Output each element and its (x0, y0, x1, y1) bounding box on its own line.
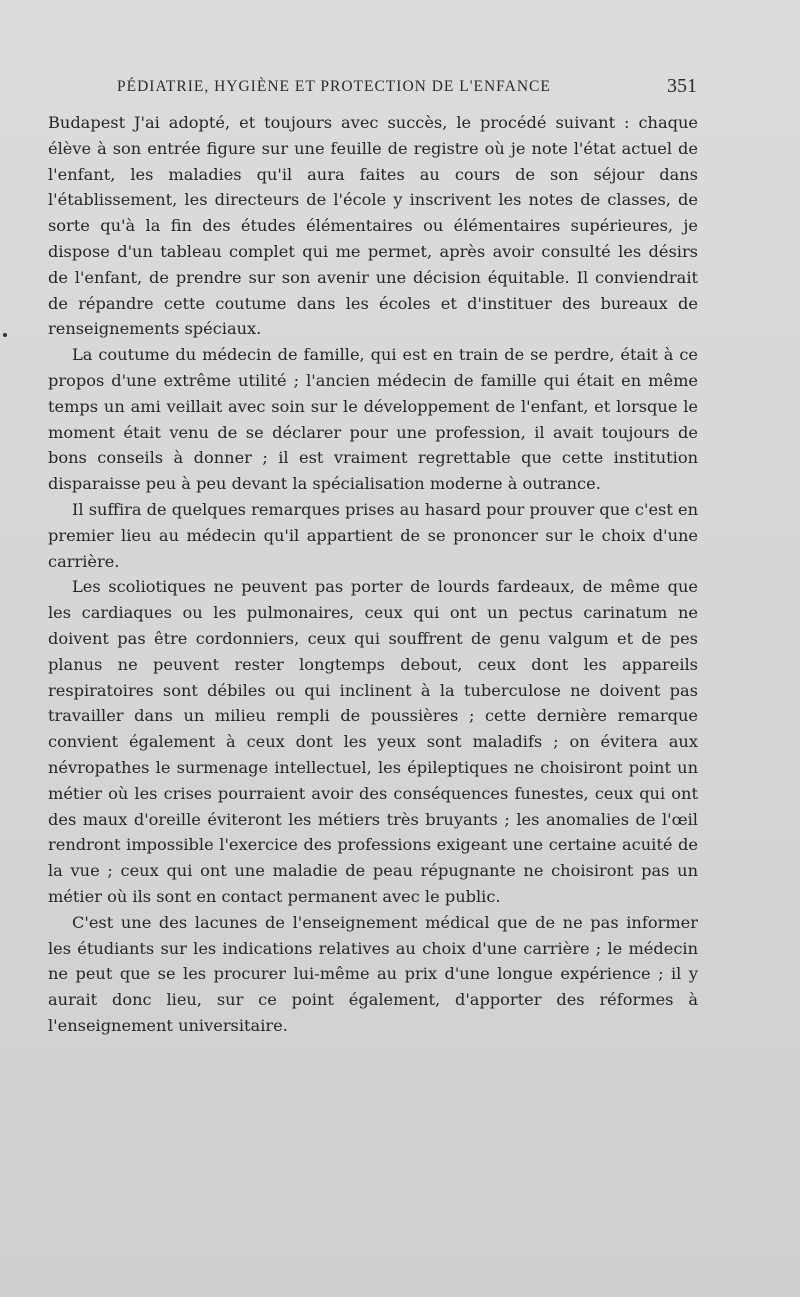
margin-speck (3, 333, 7, 337)
paragraph-remarks: Il suffira de quelques remarques prises au hasard pour prouver que c'est en premier lieu au médecin qu'il appartient de se prononcer sur le choix d'une carrière. (48, 499, 698, 571)
running-title: PÉDIATRIE, HYGIÈNE ET PROTECTION DE L'ENFANCE (117, 78, 551, 95)
paragraph-continued: Budapest J'ai adopté, et toujours avec succès, le procédé suivant : chaque élève à son entrée figure sur une feuille de registre où je note l'état actuel de l'enfant, les maladies qu'il aura faites au cours de son séjour dans l'établissement, les directeurs de l'école y inscrivent les notes de classes, de sorte qu'à la fin des études élémentaires ou élémentaires supérieures, je dispose d'un tableau complet qui me permet, après avoir consulté les désirs de l'enfant, de prendre sur son avenir une décision équitable. Il conviendrait de répandre cette coutume dans les écoles et d'instituer des bureaux de renseignements spéciaux. (48, 113, 698, 339)
paragraph-conditions: Les scoliotiques ne peuvent pas porter de lourds fardeaux, de même que les cardiaques ou les pulmonaires, ceux qui ont un pectus carinatum ne doivent pas être cordonniers, ceux qui souffrent de genu valgum et de pes planus ne peuvent rester longtemps debout, ceux dont les appareils respiratoires sont débiles ou qui inclinent à la tuberculose ne doivent pas travailler dans un milieu rempli de poussières ; cette dernière remarque convient également à ceux dont les yeux sont maladifs ; on évitera aux névropathes le surmenage intellectuel, les épileptiques ne choisiront point un métier où les crises pourraient avoir des conséquences funestes, ceux qui ont des maux d'oreille éviteront les métiers très bruyants ; les anomalies de l'œil rendront impossible l'exercice des professions exigeant une certaine acuité de la vue ; ceux qui ont une maladie de peau répugnante ne choisiront pas un métier où ils sont en contact permanent avec le public. (48, 577, 698, 906)
running-header (117, 75, 697, 102)
body-text (48, 110, 698, 1039)
paragraph-family-doctor: La coutume du médecin de famille, qui est en train de se perdre, était à ce propos d'une extrême utilité ; l'ancien médecin de famille qui était en même temps un ami veillait avec soin sur le développement de l'enfant, et lorsque le moment était venu de se déclarer pour une profession, il avait toujours de bons conseils à donner ; il est vraiment regrettable que cette institution disparaisse peu à peu devant la spécialisation moderne à outrance. (48, 345, 698, 494)
page-number: 351 (667, 75, 697, 97)
paragraph-medical-education: C'est une des lacunes de l'enseignement médical que de ne pas informer les étudiants sur les indications relatives au choix d'une carrière ; le médecin ne peut que se les procurer lui-même au prix d'une longue expérience ; il y aurait donc lieu, sur ce point également, d'apporter des réformes à l'enseignement universitaire. (48, 912, 698, 1035)
